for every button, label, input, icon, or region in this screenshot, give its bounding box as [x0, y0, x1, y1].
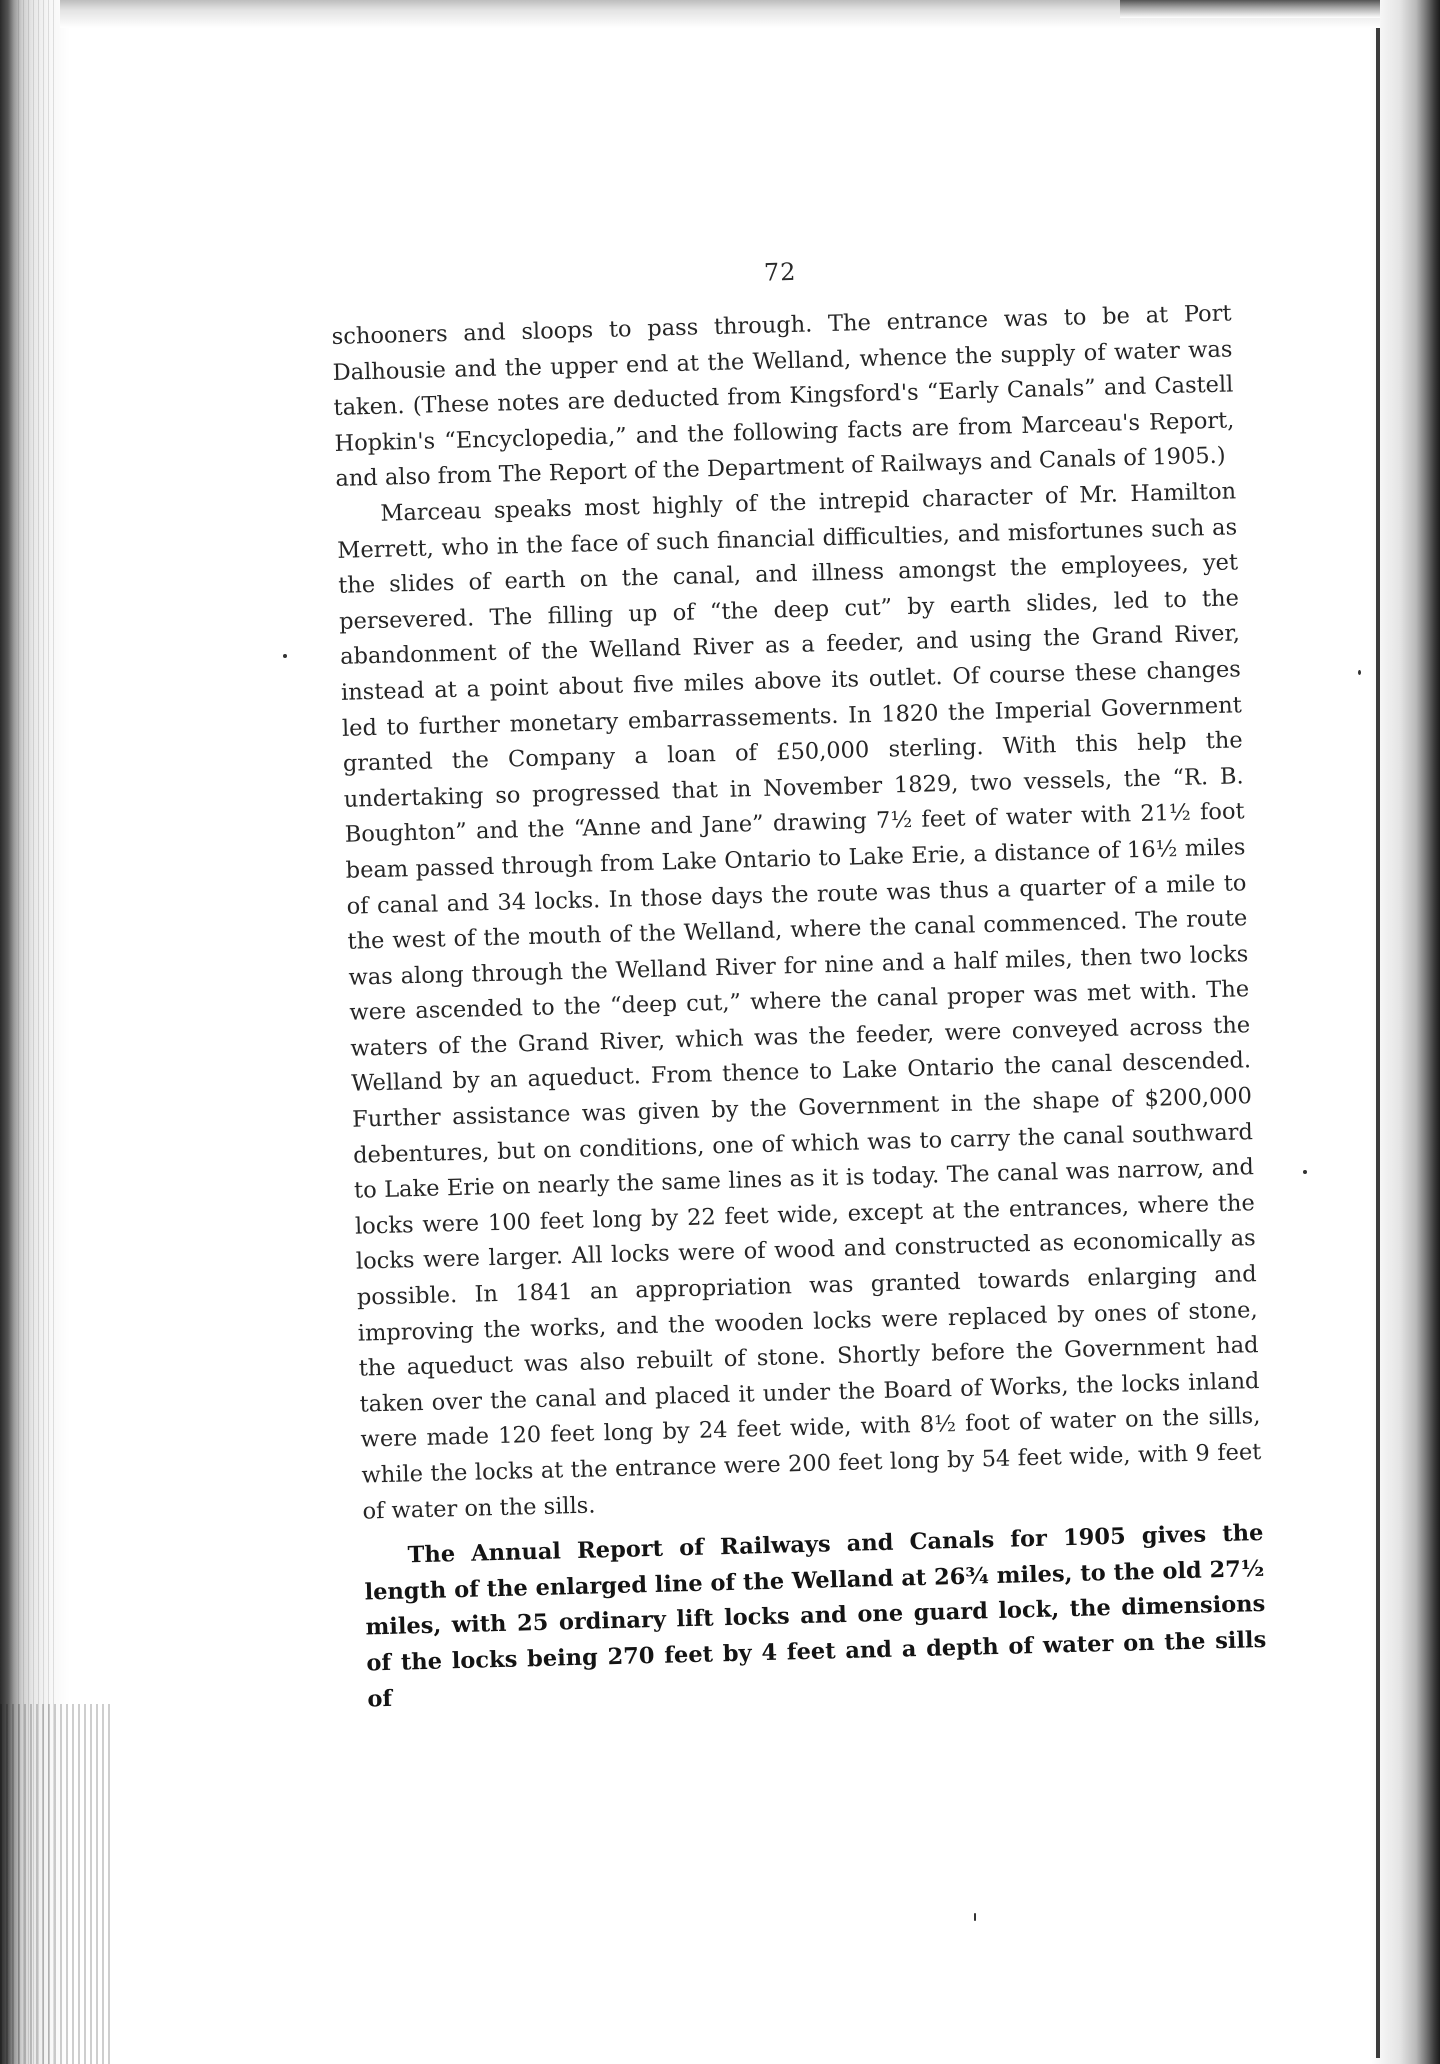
- right-page-edge: [1370, 0, 1440, 2064]
- page-content: [330, 246, 1268, 1717]
- paragraph-3: The Annual Report of Railways and Canals for 1905 gives the length of the enlarged line of the Welland at 26¾ miles, to the old 27½ miles, with 25 ordinary lift locks and one guard lock, the dimensions of the locks being 270 feet by 4 feet and a depth of water on the sills of: [364, 1520, 1267, 1713]
- left-page-stack: [0, 1704, 110, 2064]
- right-page-border: [1376, 28, 1380, 2058]
- scan-speck: [974, 1913, 976, 1921]
- top-right-page-shadow: [1120, 0, 1380, 18]
- page-number: 72: [763, 257, 797, 287]
- paragraph-1: schooners and sloops to pass through. The entrance was to be at Port Dalhousie and the upper end at the Welland, whence the supply of water was taken. (These notes are deducted from Kingsford's “Early Canals” and Castell Hopkin's “Encyclopedia,” and the following facts are from Marceau's Report, and also from The Report of the Department of Railways and Canals of 1905.): [331, 300, 1235, 493]
- scan-speck: [283, 654, 287, 658]
- scan-speck: [1303, 1170, 1307, 1174]
- scan-speck: [1358, 670, 1361, 675]
- paragraph-2: Marceau speaks most highly of the intrepid character of Mr. Hamilton Merrett, who in the face of such financial difficulties, and misfortunes such as the slides of earth on the canal, and illness amongst the employees, yet persevered. The filling up of “the deep cut” by earth slides, led to the abandonment of the Welland River as a feeder, and using the Grand River, instead at a point about five miles above its outlet. Of course these changes led to further monetary embarrassements. In 1820 the Imperial Government granted the Company a loan of £50,000 sterling. With this help the undertaking so progressed that in November 1829, two vessels, the “R. B. Boughton” and the “Anne and Jane” drawing 7½ feet of water with 21½ foot beam passed through from Lake Ontario to Lake Erie, a distance of 16½ miles of canal and 34 locks. In those days the route was thus a quarter of a mile to the west of the mouth of the Welland, where the canal commenced. The route was along through the Welland River for nine and a half miles, then two locks were ascended to the “deep cut,” where the canal proper was met with. The waters of the Grand River, which was the feeder, were conveyed across the Welland by an aqueduct. From thence to Lake Ontario the canal descended. Further assistance was given by the Government in the shape of $200,000 debentures, but on conditions, one of which was to carry the canal southward to Lake Erie on nearly the same lines as it is today. The canal was narrow, and locks were 100 feet long by 22 feet wide, except at the entrances, where the locks were larger. All locks were of wood and constructed as economically as possible. In 1841 an appropriation was granted towards enlarging and improving the works, and the wooden locks were replaced by ones of stone, the aqueduct was also rebuilt of stone. Shortly before the Government had taken over the canal and placed it under the Board of Works, the locks inland were made 120 feet long by 24 feet wide, with 8½ foot of water on the sills, while the locks at the entrance were 200 feet long by 54 feet wide, with 9 feet of water on the sills.: [337, 478, 1262, 1525]
